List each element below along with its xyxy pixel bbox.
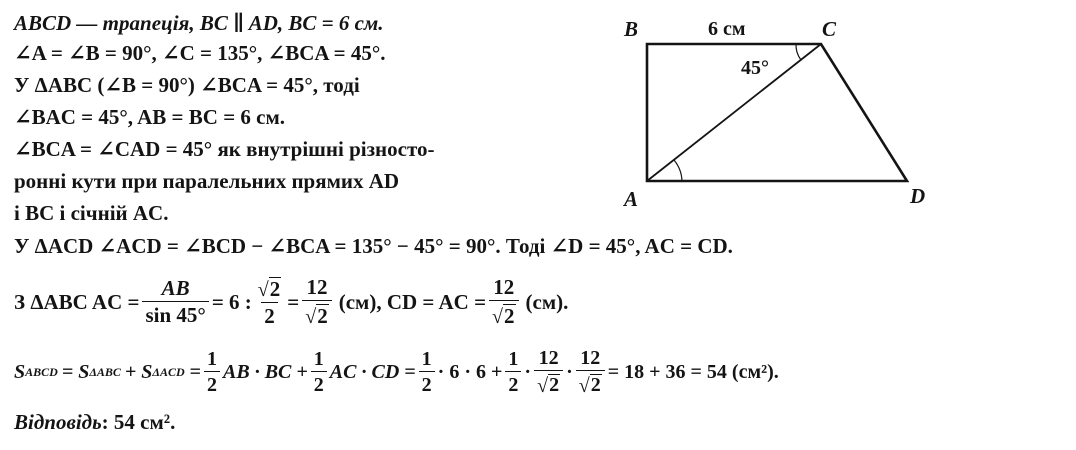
vertex-label-c: C	[822, 17, 837, 41]
angle-arc-c	[796, 44, 801, 60]
answer-label: Відповідь	[14, 410, 102, 434]
fraction-ab-sin: $\frac{AB}{\sin 45^\circ}$	[142, 278, 208, 326]
formula-area: S ABCD = S ΔABC + S ΔACD = $\frac{1}{2}$ AB · BC + $\frac{1}{2}$ AC · CD = $\frac{1}{2}$ · 6 · 6 + $\frac{1}{2}$ · 12 √ 2 · 12 √ 2 = 18 + 36 = 54 (см²).	[14, 347, 779, 397]
vertex-label-d: D	[910, 184, 926, 208]
given-line-4: ∠BAC = 45°, AB = BC = 6 см.	[14, 105, 286, 129]
triangle-acd-line: У ΔACD ∠ACD = ∠BCD − ∠BCA = 135° − 45° = 90°. Тоді ∠D = 45°, AC = CD.	[14, 234, 733, 258]
diagonal-ac	[647, 44, 821, 181]
fraction-sqrt2-2: √ 2 2	[257, 276, 281, 329]
vertex-label-a: A	[624, 187, 639, 210]
trapezoid-diagram	[610, 10, 950, 210]
fraction-12-sqrt2-cd: 12 √ 2	[489, 277, 518, 327]
given-line-3: У ΔABC (∠B = 90°) ∠BCA = 45°, тоді	[14, 73, 360, 97]
vertex-label-b: B	[624, 17, 639, 41]
given-line-6: ронні кути при паралельних прямих AD	[14, 169, 400, 193]
given-line-5: ∠BCA = ∠CAD = 45° як внутрішні різносто-	[14, 137, 435, 161]
trapezoid-shape	[647, 44, 907, 181]
fraction-12-sqrt2: 12 √ 2	[302, 277, 331, 327]
angle-label: 45°	[741, 57, 769, 79]
given-line-2: ∠A = ∠B = 90°, ∠C = 135°, ∠BCA = 45°.	[14, 41, 386, 65]
formula-ac: З ΔABC AC = $\frac{AB}{\sin 45^\circ}$ = 6 : √ 2 2 = 12 √ 2 (см), CD = AC = 12 √ 2 (см).	[14, 274, 569, 329]
side-bc-length: 6 см	[708, 18, 746, 40]
angle-arc-a	[674, 160, 682, 181]
given-line-1: ABCD — трапеція, BC ∥ AD, BC = 6 см.	[14, 11, 384, 35]
given-line-7: і BC і січній AC.	[14, 201, 169, 225]
answer-value: : 54 см².	[101, 410, 176, 434]
answer-line	[14, 412, 175, 433]
